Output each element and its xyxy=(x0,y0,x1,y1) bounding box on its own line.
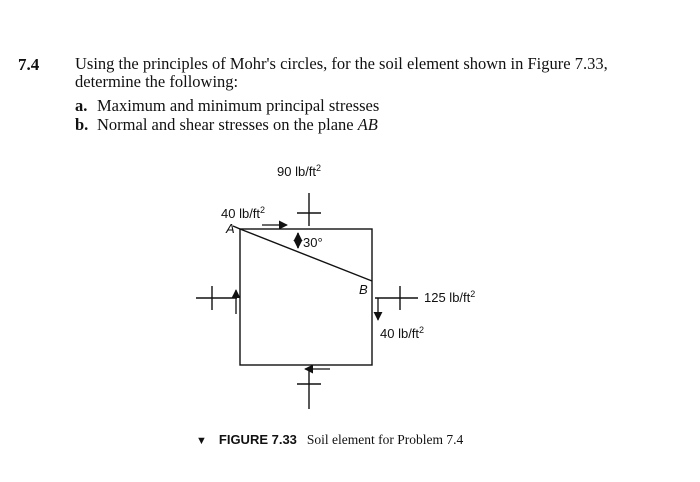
question-letter-a: a. xyxy=(75,96,88,115)
problem-intro-line-2: determine the following: xyxy=(75,72,239,91)
figure-description: Soil element for Problem 7.4 xyxy=(306,432,464,447)
point-b-label: B xyxy=(359,282,368,297)
question-text-a: Maximum and minimum principal stresses xyxy=(97,96,380,115)
point-a-label: A xyxy=(226,221,235,236)
right-stress-label: 125 $lb/ft^2$ xyxy=(424,289,476,305)
top-stress-label: 90 $lb/ft^2$ xyxy=(277,163,322,179)
shear-stress-label-left: 40 $lb/ft^2$ xyxy=(221,205,266,221)
problem-intro-line-1: Using the principles of Mohr's circles, for the soil element shown in Figure 7.33, xyxy=(75,54,608,73)
figure-number: FIGURE 7.33 xyxy=(218,432,297,447)
plane-ab-label: AB xyxy=(357,115,378,134)
question-text-b: Normal and shear stresses on the plane xyxy=(97,115,358,134)
angle-label: 30° xyxy=(303,235,323,250)
question-letter-b: b. xyxy=(75,115,89,134)
figure-caption xyxy=(196,432,463,448)
shear-stress-label-right: 40 $lb/ft^2$ xyxy=(380,325,425,341)
problem-number: 7.4 xyxy=(18,55,40,74)
caption-triangle-icon: ▼ xyxy=(196,435,207,447)
